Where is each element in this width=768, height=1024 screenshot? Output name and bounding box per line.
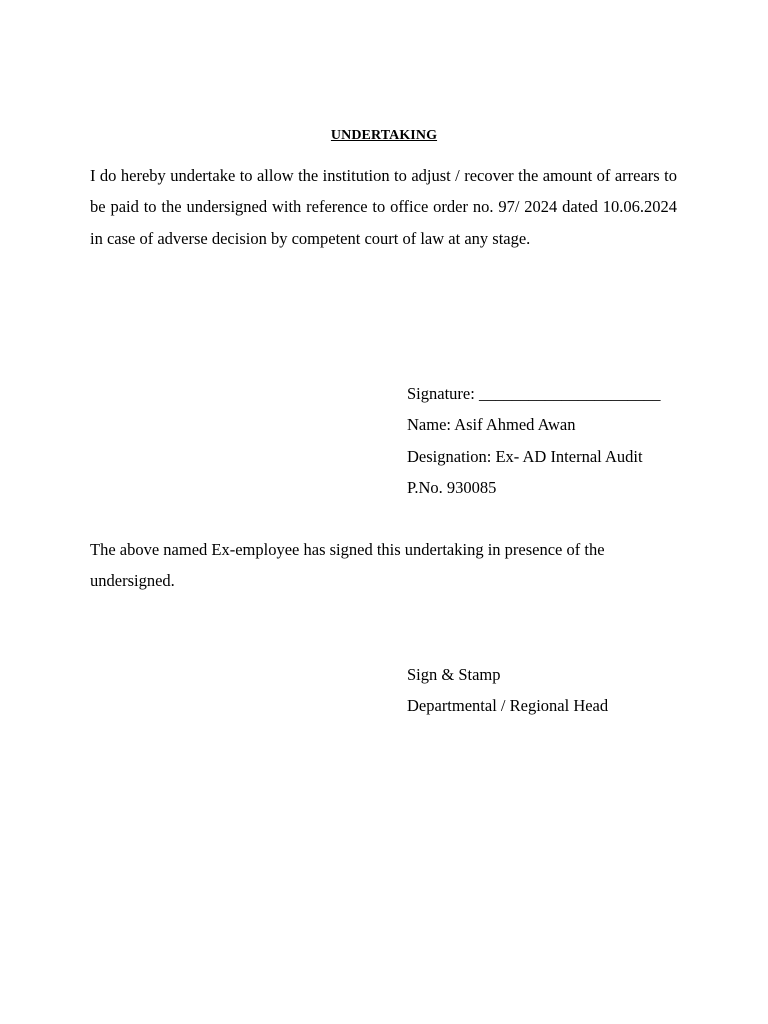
authority-block	[407, 659, 737, 722]
personal-number-line: P.No. 930085	[407, 477, 497, 497]
head-designation-line: Departmental / Regional Head	[407, 696, 609, 716]
undertaking-paragraph: I do hereby undertake to allow the institution to adjust / recover the amount of arrears to be paid to the undersigned with reference to office order no. 97/ 2024 dated 10.06.2024 in case of adverse decision by competent court of law at any stage.	[90, 166, 677, 248]
witness-paragraph: The above named Ex-employee has signed this undertaking in presence of the undersigned.	[90, 540, 605, 591]
signatory-block	[407, 378, 737, 503]
document-title: UNDERTAKING	[330, 128, 438, 143]
name-line: Name: Asif Ahmed Awan	[407, 415, 576, 435]
signature-line: Signature: ______________________	[407, 384, 661, 403]
designation-line: Designation: Ex- AD Internal Audit	[407, 446, 643, 466]
sign-stamp-line: Sign & Stamp	[407, 665, 501, 684]
